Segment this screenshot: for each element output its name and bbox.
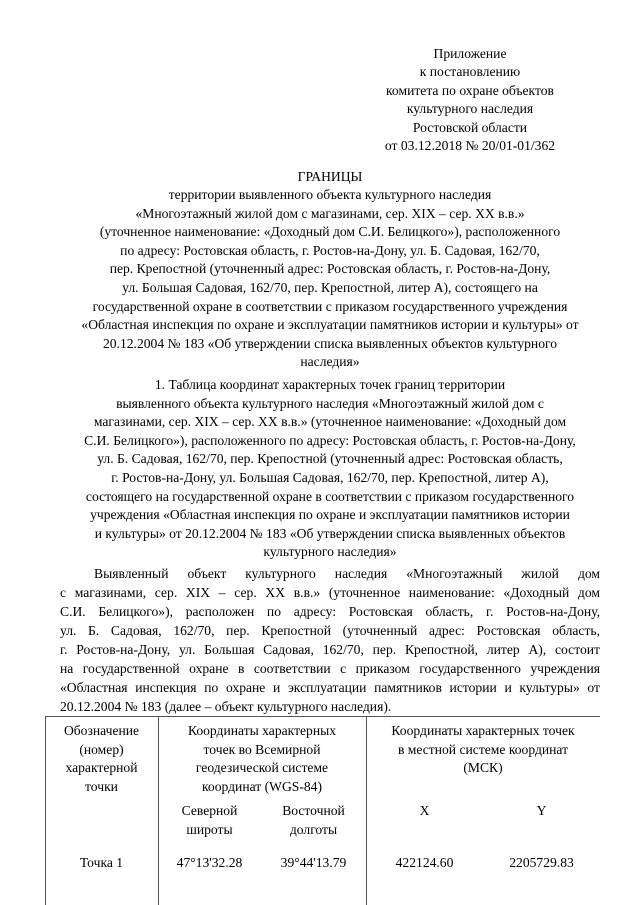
appendix-line: Ростовской области [412,119,528,135]
cell-point: Точка 1 [79,855,124,870]
subheader-y: Y [536,803,547,818]
header-msk: Координаты характерных точек в местной системе координат (МСК) [391,723,575,776]
table-heading [56,376,604,562]
table-heading-line: выявленного объекта культурного наследия «Многоэтажный жилой дом с [116,395,544,411]
body-line: «Областная инспекция по охране и эксплуатации памятников истории и культуры» от [60,680,600,695]
table-subheader-row [45,802,600,844]
appendix-line: комитета по охране объектов [386,82,554,98]
table-row [45,844,600,874]
table-heading-line: и культуры» от 20.12.2004 № 183 «Об утверждении списка выявленных объектов [94,525,566,541]
document-title: ГРАНИЦЫ [297,169,363,184]
appendix-line: к постановлению [419,64,521,80]
subtitle-line: (уточненное наименование: «Доходный дом С.И. Белицкого»), расположенного [99,224,561,240]
subheader-north-latitude: Северной широты [181,803,238,837]
subtitle-line: «Областная инспекция по охране и эксплуатации памятников истории и культуры» от [81,317,579,333]
body-line: Выявленный объект культурного наследия «Многоэтажный жилой дом [94,566,600,581]
subtitle-line: наследия» [300,354,360,370]
body-paragraph [60,564,600,716]
document-subtitle [56,186,604,372]
cell-north: 47°13'32.28 [176,855,243,870]
table-heading-line: состоящего на государственной охране в соответствии с приказом государственного [85,488,575,504]
subtitle-line: пер. Крепостной (уточненный адрес: Ростовская область, г. Ростов-на-Дону, [109,261,551,277]
body-line: с магазинами, сер. XIX – сер. XX в.в.» (уточненное наименование: «Доходный дом [60,585,600,600]
table-heading-line: учреждения «Областная инспекция по охране и эксплуатации памятников истории [90,507,570,523]
table-heading-line: культурного наследия» [263,544,397,560]
subheader-x: X [419,803,430,818]
appendix-header [340,45,600,155]
subtitle-line: 20.12.2004 № 183 «Об утверждении списка выявленных объектов культурного [102,335,558,351]
header-designation: Обозначение (номер) характерной точки [63,723,140,794]
table-heading-line: магазинами, сер. XIX – сер. XX в.в.» (уточненное наименование: «Доходный дом [93,414,567,430]
appendix-line: Приложение [433,46,507,61]
body-line: на государственной охране в соответствии с приказом государственного учреждения [60,661,600,676]
coordinates-table [45,716,600,874]
subtitle-line: по адресу: Ростовская область, г. Ростов-на-Дону, ул. Б. Садовая, 162/70, [120,242,540,258]
table-heading-line: С.И. Белицкого»), расположенного по адресу: Ростовская область, г. Ростов-на-Дону, [84,432,576,448]
cell-y: 2205729.83 [509,855,574,870]
table-heading-line: ул. Б. Садовая, 162/70, пер. Крепостной (уточненный адрес: Ростовская область, [97,451,563,467]
table-heading-line: 1. Таблица координат характерных точек границ территории [154,377,506,392]
body-line: С.И. Белицкого»), расположен по адресу: Ростовская область, г. Ростов-на-Дону, [60,604,600,619]
subheader-east-longitude: Восточной долготы [282,803,345,837]
cell-east: 39°44'13.79 [280,855,347,870]
body-line: 20.12.2004 № 183 (далее – объект культурного наследия). [60,699,392,714]
subtitle-line: «Многоэтажный жилой дом с магазинами, сер. XIX – сер. XX в.в.» [135,205,525,221]
subtitle-line: государственной охране в соответствии с приказом государственного учреждения [92,298,568,314]
header-wgs84: Координаты характерных точек во Всемирной геодезической системе координат (WGS-84) [187,723,337,794]
subtitle-line: ул. Большая Садовая, 162/70, пер. Крепостной, литер А), состоящего на [122,279,538,295]
body-line: ул. Б. Садовая, 162/70, пер. Крепостной (уточненный адрес: Ростовская область, [60,623,600,638]
subheader-empty [45,802,158,844]
body-line: г. Ростов-на-Дону, ул. Большая Садовая, 162/70, пер. Крепостной, литер А), состоит [60,642,600,657]
table-heading-line: г. Ростов-на-Дону, ул. Большая Садовая, 162/70, пер. Крепостной, литер А), [111,469,549,485]
cell-x: 422124.60 [395,855,454,870]
appendix-line: культурного наследия [406,101,534,117]
subtitle-line: территории выявленного объекта культурного наследия [168,187,492,202]
table-header-row [45,716,600,802]
appendix-line: от 03.12.2018 № 20/01-01/362 [384,138,556,154]
